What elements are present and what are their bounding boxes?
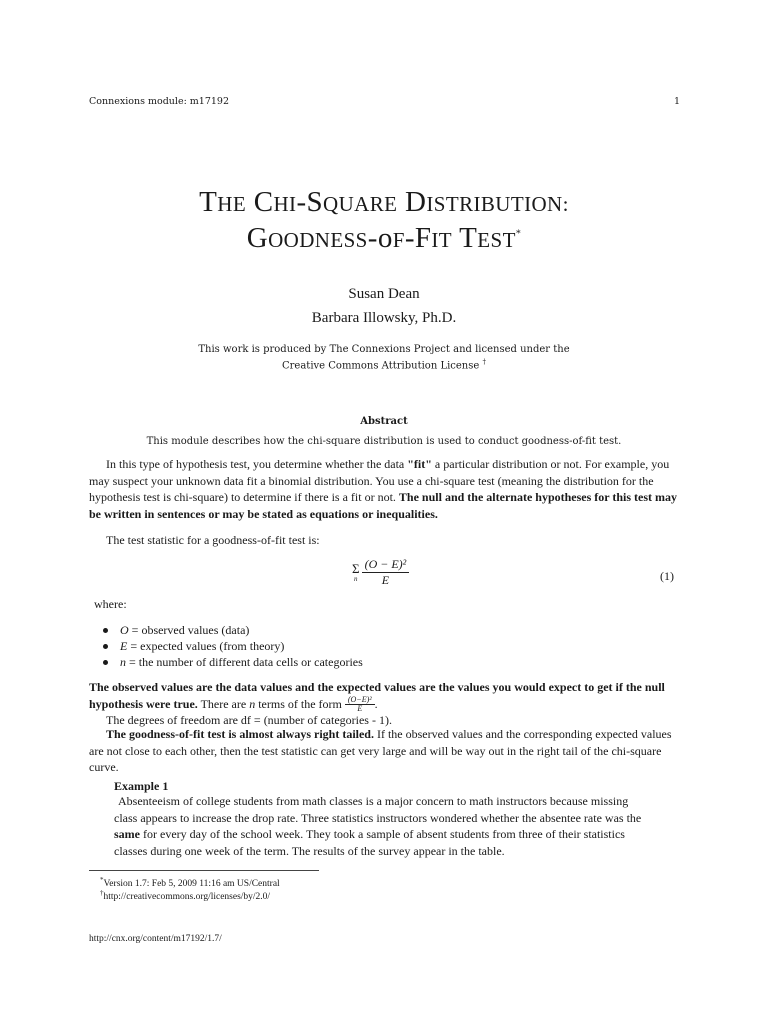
list-item bbox=[91, 638, 651, 654]
para1-text-a: In this type of hypothesis test, you determine whether the data bbox=[106, 457, 408, 471]
sum-operator bbox=[352, 560, 360, 583]
list-var: E bbox=[120, 639, 128, 653]
example-text-a: Absenteeism of college students from math classes is a major concern to math instructors because missing class appears to increase the drop rate. Three statistics instructors wondered whether the absentee rate was the bbox=[114, 794, 642, 825]
example-heading: Example 1 bbox=[114, 779, 169, 793]
equation-number: (1) bbox=[660, 569, 674, 583]
running-header: Connexions module: m17192 bbox=[89, 96, 230, 107]
license-marker: † bbox=[482, 358, 486, 366]
page-title-line2 bbox=[0, 222, 768, 255]
para5-text: If the observed values and the corresponding expected values are not close to each other, then the test statistic can get very large and will be way out in the right tail of the chi-square curve. bbox=[89, 727, 672, 774]
example-same: same bbox=[114, 827, 140, 841]
para1-fit: "fit" bbox=[407, 457, 432, 471]
para3-text-a: There are bbox=[197, 696, 250, 711]
equation-numerator: (O − E)² bbox=[362, 557, 410, 573]
footer-url[interactable]: http://cnx.org/content/m17192/1.7/ bbox=[89, 934, 222, 944]
sum-subscript: n bbox=[354, 574, 358, 583]
list-item bbox=[91, 654, 651, 670]
footnote-license-url bbox=[100, 887, 270, 903]
license-text: Creative Commons Attribution License bbox=[282, 360, 480, 372]
para3-end: . bbox=[374, 696, 378, 711]
para3-n: n bbox=[249, 696, 256, 711]
paragraph-degrees-freedom: The degrees of freedom are df = (number of categories - 1). bbox=[106, 713, 392, 727]
sum-symbol: Σ bbox=[352, 560, 360, 576]
list-text: = observed values (data) bbox=[128, 623, 250, 637]
title-line-2: GOODNESS-oF-FIT TEST bbox=[246, 222, 516, 254]
list-item bbox=[91, 622, 651, 638]
license-line-1: This work is produced by The Connexions Project and licensed under the bbox=[198, 344, 570, 355]
footnote-text[interactable]: http://creativecommons.org/licenses/by/2.0/ bbox=[103, 892, 271, 903]
license-line-2 bbox=[0, 358, 768, 371]
example-text-b: for every day of the school week. They took a sample of absent students from three of their statistics classes during one week of the term. The results of the survey appear in the table. bbox=[114, 827, 625, 858]
list-var: O bbox=[120, 623, 129, 637]
abstract-heading: Abstract bbox=[360, 416, 408, 427]
inline-frac-num: (O−E)² bbox=[345, 696, 375, 705]
para1-text-b: a particular distribution or not. For example, you may suspect your unknown data fit a binomial distribution. You use a chi-square test (meaning the distribution for the hypothesis test is chi-square) to determine if there is a fit or not. bbox=[89, 457, 670, 504]
inline-frac-den: E bbox=[357, 704, 363, 714]
example-text bbox=[114, 793, 654, 859]
paragraph-right-tailed bbox=[89, 726, 679, 776]
para1-bold: The null and the alternate hypotheses for this test may be written in sentences or may be stated as equations or inequalities. bbox=[89, 490, 678, 521]
footnote-mark: * bbox=[100, 876, 104, 884]
list-var: n bbox=[120, 655, 126, 669]
paragraph-intro bbox=[89, 456, 679, 522]
page-title bbox=[0, 186, 768, 219]
author-1: Susan Dean bbox=[348, 286, 420, 302]
equation-1 bbox=[352, 557, 409, 588]
where-label: where: bbox=[94, 597, 127, 611]
inline-fraction bbox=[345, 696, 375, 713]
para3-bold: The observed values are the data values and the expected values are the values you would expect to get if the null hypothesis were true. bbox=[89, 680, 665, 711]
variable-list bbox=[91, 622, 651, 670]
title-line-1: THE CHI-SQUARE DISTRIBUTION: bbox=[199, 186, 569, 218]
paragraph-test-statistic: The test statistic for a goodness-of-fit test is: bbox=[106, 533, 320, 547]
equation-fraction bbox=[362, 557, 410, 588]
page-number: 1 bbox=[674, 96, 681, 107]
para3-text-b: terms of the form bbox=[255, 696, 345, 711]
bullet bbox=[103, 644, 108, 649]
para5-bold: The goodness-of-fit test is almost always right tailed. bbox=[106, 727, 374, 741]
list-text: = the number of different data cells or categories bbox=[126, 655, 363, 669]
footnote-text: Version 1.7: Feb 5, 2009 11:16 am US/Central bbox=[103, 879, 280, 890]
list-text: = expected values (from theory) bbox=[127, 639, 285, 653]
paragraph-observed-expected bbox=[89, 679, 679, 713]
title-footnote-marker: * bbox=[515, 228, 522, 240]
bullet bbox=[103, 660, 108, 665]
bullet bbox=[103, 628, 108, 633]
author-2: Barbara Illowsky, Ph.D. bbox=[311, 310, 457, 326]
abstract-text: This module describes how the chi-square distribution is used to conduct goodness-of-fit test. bbox=[146, 436, 622, 447]
footnote-mark: † bbox=[100, 889, 104, 897]
equation-denominator: E bbox=[381, 573, 390, 587]
footnote-rule bbox=[89, 870, 319, 871]
